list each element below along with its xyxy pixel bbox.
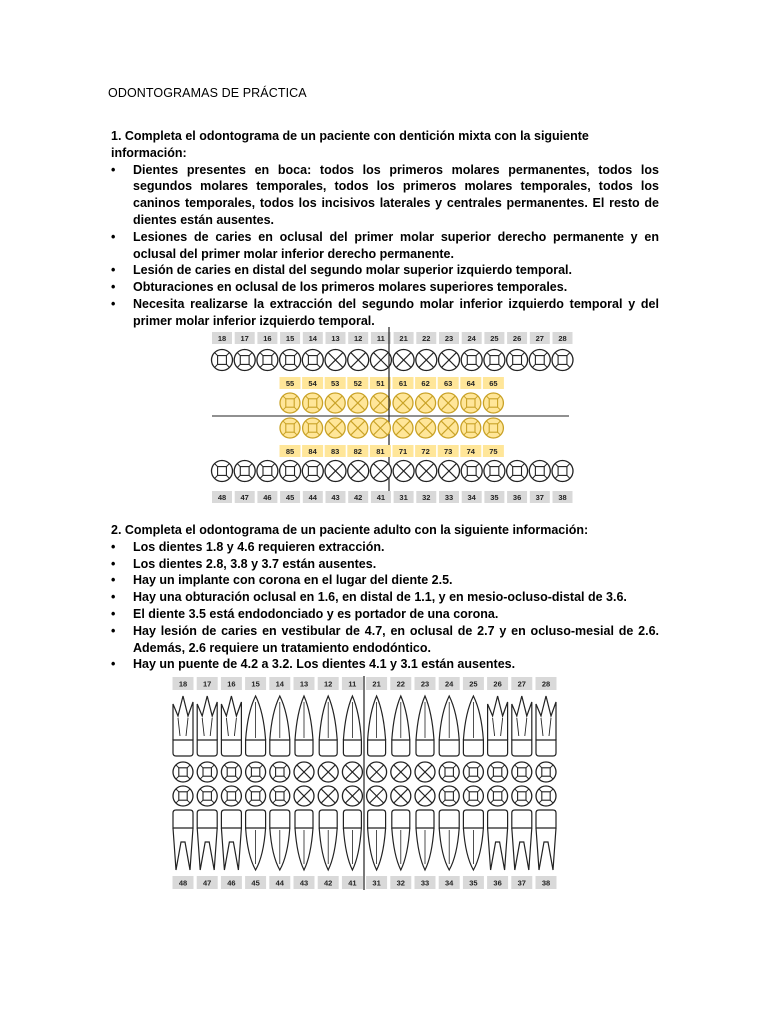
- tooth-surface-square-icon: [221, 762, 241, 782]
- tooth-number: 12: [324, 679, 333, 689]
- tooth-number-label: [438, 377, 459, 389]
- tooth-surface-x-icon: [370, 350, 391, 371]
- tooth-number: 25: [469, 679, 478, 689]
- tooth-surface-square-icon: [512, 786, 532, 806]
- tooth-surface-square-icon: [552, 350, 573, 371]
- tooth-surface-x-icon: [318, 762, 338, 782]
- tooth-number-label: [511, 677, 532, 690]
- tooth-number: 24: [467, 333, 476, 343]
- tooth-number-label: [269, 876, 290, 889]
- tooth-surface-x-icon: [393, 350, 414, 371]
- tooth-number: 32: [422, 492, 431, 502]
- tooth-number: 55: [285, 378, 295, 388]
- tooth-surface-x-icon: [393, 393, 413, 413]
- tooth-number-label: [326, 491, 346, 503]
- tooth-surface-square-icon: [488, 762, 508, 782]
- tooth-number-label: [280, 445, 301, 457]
- tooth-surface-square-icon: [303, 418, 323, 438]
- tooth-crown-root-icon: [246, 696, 266, 756]
- tooth-surface-square-icon: [536, 786, 556, 806]
- tooth-number: 54: [308, 378, 317, 388]
- tooth-surface-x-icon: [439, 350, 460, 371]
- tooth-number: 22: [422, 333, 431, 343]
- tooth-number: 41: [376, 492, 386, 502]
- tooth-surface-square-icon: [507, 461, 528, 482]
- tooth-surface-x-icon: [325, 393, 345, 413]
- tooth-number: 33: [444, 492, 454, 502]
- tooth-number: 26: [512, 333, 522, 343]
- tooth-number-label: [371, 491, 391, 503]
- tooth-surface-x-icon: [393, 461, 414, 482]
- tooth-number-label: [280, 377, 301, 389]
- tooth-number-label: [294, 677, 315, 690]
- tooth-number: 23: [420, 679, 430, 689]
- tooth-number: 47: [240, 492, 249, 502]
- tooth-surface-square-icon: [280, 350, 301, 371]
- tooth-surface-square-icon: [234, 350, 255, 371]
- tooth-number-label: [302, 445, 323, 457]
- tooth-number: 16: [263, 333, 272, 343]
- tooth-number: 13: [299, 679, 309, 689]
- tooth-surface-square-icon: [270, 762, 290, 782]
- tooth-number-label: [415, 677, 436, 690]
- tooth-number: 31: [399, 492, 408, 502]
- tooth-surface-square-icon: [552, 461, 573, 482]
- tooth-crown-root-icon: [197, 696, 217, 756]
- tooth-number-label: [370, 445, 391, 457]
- tooth-number-label: [507, 332, 527, 344]
- tooth-surface-square-icon: [302, 461, 323, 482]
- tooth-surface-square-icon: [484, 350, 505, 371]
- tooth-number-label: [212, 332, 232, 344]
- tooth-number-label: [394, 332, 414, 344]
- tooth-crown-root-icon: [221, 696, 241, 756]
- tooth-surface-square-icon: [234, 461, 255, 482]
- tooth-number-label: [460, 445, 481, 457]
- tooth-number: 15: [285, 333, 295, 343]
- tooth-number: 46: [263, 492, 272, 502]
- tooth-surface-square-icon: [257, 461, 278, 482]
- tooth-surface-square-icon: [280, 461, 301, 482]
- tooth-number-label: [303, 491, 323, 503]
- tooth-surface-x-icon: [325, 418, 345, 438]
- tooth-number-label: [415, 445, 436, 457]
- tooth-surface-x-icon: [416, 393, 436, 413]
- tooth-surface-square-icon: [483, 418, 503, 438]
- list-item: • Obturaciones en oclusal de los primeros molares superiores temporales.: [111, 279, 659, 296]
- tooth-surface-square-icon: [507, 350, 528, 371]
- tooth-number: 85: [285, 446, 295, 456]
- tooth-number: 12: [354, 333, 363, 343]
- list-item: • Lesión de caries en distal del segundo molar superior izquierdo temporal.: [111, 262, 659, 279]
- tooth-number: 15: [251, 679, 260, 689]
- tooth-number-label: [325, 445, 346, 457]
- tooth-surface-x-icon: [438, 393, 458, 413]
- tooth-number: 75: [489, 446, 498, 456]
- tooth-number-label: [366, 677, 387, 690]
- tooth-surface-x-icon: [391, 786, 411, 806]
- tooth-number: 84: [308, 446, 317, 456]
- tooth-number-label: [416, 491, 436, 503]
- question-2-heading: 2. Completa el odontograma de un paciente adulto con la siguiente información:: [111, 523, 589, 537]
- list-item: • Hay una obturación oclusal en 1.6, en distal de 1.1, y en mesio-ocluso-distal de 3.6.: [111, 589, 659, 606]
- tooth-surface-x-icon: [393, 418, 413, 438]
- tooth-number: 37: [535, 492, 544, 502]
- tooth-number: 43: [331, 492, 340, 502]
- tooth-crown-root-icon: [270, 696, 290, 756]
- tooth-surface-x-icon: [370, 418, 390, 438]
- tooth-surface-square-icon: [529, 350, 550, 371]
- tooth-number: 48: [178, 878, 188, 888]
- tooth-surface-square-icon: [484, 461, 505, 482]
- tooth-crown-root-icon: [173, 810, 193, 870]
- tooth-number: 13: [331, 333, 340, 343]
- tooth-surface-square-icon: [461, 418, 481, 438]
- tooth-number-label: [394, 491, 414, 503]
- tooth-crown-root-icon: [246, 810, 266, 870]
- tooth-crown-root-icon: [270, 810, 290, 870]
- tooth-surface-square-icon: [246, 762, 266, 782]
- tooth-crown-root-icon: [343, 810, 361, 870]
- tooth-surface-x-icon: [415, 762, 435, 782]
- tooth-number-label: [280, 332, 300, 344]
- list-item: • Hay un puente de 4.2 a 3.2. Los dientes 4.1 y 3.1 están ausentes.: [111, 656, 659, 673]
- tooth-surface-square-icon: [461, 350, 482, 371]
- tooth-number: 52: [353, 378, 362, 388]
- tooth-surface-x-icon: [416, 461, 437, 482]
- tooth-crown-root-icon: [368, 696, 386, 756]
- tooth-number-label: [463, 677, 484, 690]
- tooth-surface-x-icon: [348, 393, 368, 413]
- tooth-surface-square-icon: [212, 461, 233, 482]
- tooth-crown-root-icon: [221, 810, 241, 870]
- tooth-number-label: [463, 876, 484, 889]
- tooth-number-label: [173, 677, 194, 690]
- tooth-number: 21: [372, 679, 381, 689]
- tooth-surface-x-icon: [391, 762, 411, 782]
- tooth-number-label: [197, 876, 218, 889]
- tooth-crown-root-icon: [463, 810, 483, 870]
- tooth-number-label: [487, 876, 508, 889]
- tooth-crown-root-icon: [295, 696, 313, 756]
- tooth-crown-root-icon: [536, 810, 556, 870]
- tooth-number-label: [415, 876, 436, 889]
- tooth-number: 62: [421, 378, 430, 388]
- tooth-surface-square-icon: [529, 461, 550, 482]
- tooth-number-label: [294, 876, 315, 889]
- tooth-number: 42: [354, 492, 363, 502]
- tooth-number-label: [511, 876, 532, 889]
- tooth-surface-square-icon: [463, 786, 483, 806]
- tooth-number: 23: [444, 333, 454, 343]
- tooth-number-label: [393, 445, 414, 457]
- tooth-crown-root-icon: [439, 696, 459, 756]
- tooth-number-label: [347, 445, 368, 457]
- tooth-number: 36: [512, 492, 522, 502]
- tooth-number-label: [221, 677, 242, 690]
- tooth-number-label: [173, 876, 194, 889]
- tooth-number-label: [507, 491, 527, 503]
- tooth-number: 61: [398, 378, 408, 388]
- tooth-number: 22: [396, 679, 405, 689]
- tooth-surface-square-icon: [439, 786, 459, 806]
- tooth-crown-root-icon: [536, 696, 556, 756]
- tooth-surface-x-icon: [348, 461, 369, 482]
- tooth-number: 72: [421, 446, 430, 456]
- tooth-crown-root-icon: [416, 696, 434, 756]
- tooth-surface-square-icon: [270, 786, 290, 806]
- tooth-number: 41: [348, 878, 357, 888]
- tooth-number: 42: [324, 878, 333, 888]
- tooth-surface-x-icon: [370, 461, 391, 482]
- tooth-number-label: [483, 377, 504, 389]
- tooth-number: 14: [308, 333, 317, 343]
- list-item: • Necesita realizarse la extracción del segundo molar inferior izquierdo temporal y del primer molar inferior izquierdo temporal.: [111, 296, 659, 330]
- tooth-number-label: [415, 377, 436, 389]
- tooth-number: 25: [490, 333, 499, 343]
- tooth-number-label: [439, 677, 460, 690]
- tooth-surface-square-icon: [280, 393, 300, 413]
- tooth-surface-square-icon: [512, 762, 532, 782]
- tooth-number-label: [212, 491, 232, 503]
- tooth-number: 27: [517, 679, 526, 689]
- list-item: • Hay lesión de caries en vestibular de 4.7, en oclusal de 2.7 y en ocluso-mesial de 2.6. Además, 2.6 requiere un tratamiento endodóntico.: [111, 623, 659, 657]
- tooth-number: 16: [227, 679, 236, 689]
- tooth-number: 82: [353, 446, 362, 456]
- tooth-number-label: [530, 491, 550, 503]
- tooth-number-label: [342, 876, 363, 889]
- tooth-number-label: [530, 332, 550, 344]
- list-item: • El diente 3.5 está endodonciado y es portador de una corona.: [111, 606, 659, 623]
- tooth-number-label: [245, 876, 266, 889]
- tooth-surface-square-icon: [221, 786, 241, 806]
- tooth-number: 24: [445, 679, 454, 689]
- tooth-surface-square-icon: [536, 762, 556, 782]
- tooth-surface-x-icon: [342, 786, 362, 806]
- tooth-crown-root-icon: [512, 696, 532, 756]
- tooth-number: 17: [240, 333, 249, 343]
- page-title: ODONTOGRAMAS DE PRÁCTICA: [108, 86, 307, 100]
- tooth-surface-square-icon: [197, 786, 217, 806]
- tooth-number: 17: [203, 679, 212, 689]
- tooth-number: 38: [541, 878, 551, 888]
- tooth-number: 18: [178, 679, 188, 689]
- tooth-surface-x-icon: [325, 350, 346, 371]
- tooth-number: 73: [444, 446, 453, 456]
- list-item: • Los dientes 2.8, 3.8 y 3.7 están ausentes.: [111, 556, 659, 573]
- tooth-number: 35: [469, 878, 478, 888]
- tooth-surface-square-icon: [212, 350, 233, 371]
- tooth-number: 47: [203, 878, 212, 888]
- tooth-crown-root-icon: [392, 696, 410, 756]
- tooth-surface-x-icon: [294, 786, 314, 806]
- tooth-number: 53: [331, 378, 340, 388]
- tooth-number-label: [325, 377, 346, 389]
- tooth-surface-square-icon: [173, 762, 193, 782]
- tooth-number-label: [235, 491, 255, 503]
- tooth-surface-square-icon: [483, 393, 503, 413]
- tooth-number-label: [416, 332, 436, 344]
- tooth-number-label: [280, 491, 300, 503]
- tooth-number-label: [484, 332, 504, 344]
- tooth-surface-square-icon: [303, 393, 323, 413]
- tooth-surface-square-icon: [173, 786, 193, 806]
- tooth-number-label: [348, 332, 368, 344]
- tooth-number: 14: [275, 679, 284, 689]
- tooth-number: 11: [348, 679, 357, 689]
- tooth-crown-root-icon: [439, 810, 459, 870]
- tooth-number: 28: [541, 679, 551, 689]
- tooth-number-label: [221, 876, 242, 889]
- tooth-number-label: [553, 332, 573, 344]
- tooth-crown-root-icon: [512, 810, 532, 870]
- tooth-number-label: [245, 677, 266, 690]
- tooth-surface-x-icon: [367, 786, 387, 806]
- tooth-number: 63: [444, 378, 453, 388]
- tooth-number: 28: [558, 333, 567, 343]
- tooth-number-label: [487, 677, 508, 690]
- tooth-number-label: [439, 876, 460, 889]
- tooth-number-label: [347, 377, 368, 389]
- tooth-number-label: [462, 332, 482, 344]
- tooth-surface-x-icon: [318, 786, 338, 806]
- tooth-number: 34: [445, 878, 454, 888]
- list-item: • Lesiones de caries en oclusal del primer molar superior derecho permanente y en oclusal del primer molar inferior derecho permanente.: [111, 229, 659, 263]
- tooth-number: 43: [299, 878, 309, 888]
- tooth-number-label: [302, 377, 323, 389]
- tooth-number-label: [235, 332, 255, 344]
- tooth-surface-x-icon: [348, 350, 369, 371]
- tooth-number: 31: [372, 878, 381, 888]
- tooth-surface-x-icon: [438, 418, 458, 438]
- tooth-surface-x-icon: [370, 393, 390, 413]
- tooth-crown-root-icon: [295, 810, 313, 870]
- tooth-surface-square-icon: [463, 762, 483, 782]
- list-item: • Hay un implante con corona en el lugar del diente 2.5.: [111, 572, 659, 589]
- tooth-number-label: [438, 445, 459, 457]
- tooth-number-label: [460, 377, 481, 389]
- tooth-surface-square-icon: [461, 393, 481, 413]
- tooth-number: 83: [331, 446, 340, 456]
- tooth-surface-square-icon: [280, 418, 300, 438]
- tooth-surface-x-icon: [325, 461, 346, 482]
- tooth-number: 45: [251, 878, 260, 888]
- tooth-number: 18: [217, 333, 227, 343]
- tooth-surface-x-icon: [348, 418, 368, 438]
- tooth-surface-x-icon: [415, 786, 435, 806]
- tooth-number-label: [390, 876, 411, 889]
- tooth-number-label: [197, 677, 218, 690]
- tooth-number: 33: [420, 878, 430, 888]
- tooth-surface-x-icon: [367, 762, 387, 782]
- tooth-number: 71: [398, 446, 408, 456]
- tooth-number: 11: [376, 333, 385, 343]
- tooth-crown-root-icon: [319, 810, 337, 870]
- tooth-number: 65: [489, 378, 498, 388]
- tooth-number-label: [318, 876, 339, 889]
- tooth-number-label: [390, 677, 411, 690]
- tooth-surface-x-icon: [294, 762, 314, 782]
- tooth-crown-root-icon: [416, 810, 434, 870]
- tooth-number: 81: [376, 446, 385, 456]
- tooth-number-label: [370, 377, 391, 389]
- tooth-number: 46: [227, 878, 236, 888]
- question-1-heading: 1. Completa el odontograma de un paciente con dentición mixta con la siguiente información:: [111, 129, 589, 160]
- tooth-surface-square-icon: [302, 350, 323, 371]
- tooth-crown-root-icon: [488, 810, 508, 870]
- tooth-crown-root-icon: [343, 696, 361, 756]
- tooth-number-label: [257, 332, 277, 344]
- tooth-number-label: [439, 332, 459, 344]
- tooth-number-label: [439, 491, 459, 503]
- tooth-number: 32: [396, 878, 405, 888]
- tooth-number: 37: [517, 878, 526, 888]
- tooth-crown-root-icon: [197, 810, 217, 870]
- tooth-number-label: [484, 491, 504, 503]
- tooth-surface-square-icon: [246, 786, 266, 806]
- tooth-number-label: [326, 332, 346, 344]
- tooth-number-label: [553, 491, 573, 503]
- tooth-number-label: [366, 876, 387, 889]
- tooth-surface-x-icon: [439, 461, 460, 482]
- tooth-number: 44: [308, 492, 317, 502]
- tooth-number-label: [483, 445, 504, 457]
- tooth-number: 21: [399, 333, 408, 343]
- tooth-surface-square-icon: [488, 786, 508, 806]
- tooth-surface-square-icon: [197, 762, 217, 782]
- tooth-number: 74: [466, 446, 475, 456]
- tooth-surface-x-icon: [416, 418, 436, 438]
- tooth-number: 45: [285, 492, 295, 502]
- tooth-number: 44: [275, 878, 284, 888]
- tooth-number-label: [462, 491, 482, 503]
- tooth-number: 38: [558, 492, 567, 502]
- tooth-number: 35: [490, 492, 499, 502]
- tooth-crown-root-icon: [488, 696, 508, 756]
- tooth-number-label: [257, 491, 277, 503]
- tooth-number-label: [371, 332, 391, 344]
- tooth-number-label: [536, 876, 557, 889]
- list-item: • Dientes presentes en boca: todos los primeros molares permanentes, todos los segundos molares temporales, todos los primeros molares temporales, todos los caninos temporales, todos los incisivos laterales y centrales permanentes. El resto de dientes están ausentes.: [111, 162, 659, 229]
- tooth-number: 64: [466, 378, 475, 388]
- tooth-crown-root-icon: [173, 696, 193, 756]
- tooth-surface-square-icon: [461, 461, 482, 482]
- tooth-number: 27: [535, 333, 544, 343]
- tooth-crown-root-icon: [463, 696, 483, 756]
- tooth-number: 51: [376, 378, 385, 388]
- tooth-number-label: [318, 677, 339, 690]
- tooth-crown-root-icon: [319, 696, 337, 756]
- tooth-number-label: [536, 677, 557, 690]
- tooth-number: 36: [493, 878, 502, 888]
- tooth-crown-root-icon: [368, 810, 386, 870]
- tooth-number: 26: [493, 679, 502, 689]
- tooth-surface-square-icon: [439, 762, 459, 782]
- list-item: • Los dientes 1.8 y 4.6 requieren extracción.: [111, 539, 659, 556]
- tooth-number-label: [393, 377, 414, 389]
- tooth-surface-square-icon: [257, 350, 278, 371]
- tooth-number-label: [348, 491, 368, 503]
- tooth-number-label: [269, 677, 290, 690]
- tooth-surface-x-icon: [342, 762, 362, 782]
- tooth-number: 48: [217, 492, 227, 502]
- tooth-number-label: [342, 677, 363, 690]
- tooth-surface-x-icon: [416, 350, 437, 371]
- tooth-number-label: [303, 332, 323, 344]
- tooth-number: 34: [467, 492, 476, 502]
- tooth-crown-root-icon: [392, 810, 410, 870]
